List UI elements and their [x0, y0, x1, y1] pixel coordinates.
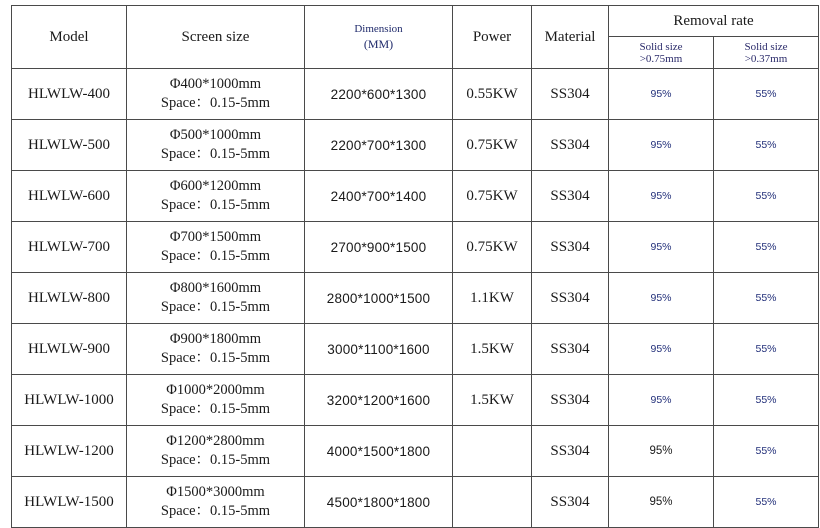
screen-space-value: Space：0.15-5mm	[160, 503, 271, 519]
cell-model: HLWLW-600	[12, 171, 127, 222]
cell-model: HLWLW-1200	[12, 426, 127, 477]
table-row	[12, 120, 819, 171]
cell-screen-size	[127, 69, 305, 120]
cell-screen-size	[127, 477, 305, 528]
cell-removal-rate-b: 55%	[714, 477, 819, 528]
screen-space-value: Space：0.15-5mm	[160, 401, 271, 417]
cell-dimension: 3200*1200*1600	[305, 375, 453, 426]
header-dimension	[305, 6, 453, 69]
cell-model: HLWLW-1500	[12, 477, 127, 528]
screen-space-value: Space：0.15-5mm	[160, 299, 271, 315]
table-body	[12, 69, 819, 528]
cell-power: 1.1KW	[453, 273, 532, 324]
cell-material: SS304	[532, 273, 609, 324]
cell-material: SS304	[532, 69, 609, 120]
cell-power: 0.75KW	[453, 171, 532, 222]
screen-size-value: Φ1200*2800mm	[166, 433, 265, 449]
cell-screen-size	[127, 273, 305, 324]
cell-power: 0.75KW	[453, 120, 532, 171]
table-row	[12, 375, 819, 426]
header-solid-size-a-value: >0.75mm	[639, 52, 683, 65]
cell-removal-rate-a: 95%	[609, 171, 714, 222]
cell-removal-rate-b: 55%	[714, 171, 819, 222]
cell-removal-rate-a: 95%	[609, 477, 714, 528]
cell-removal-rate-b: 55%	[714, 375, 819, 426]
cell-screen-size	[127, 222, 305, 273]
cell-screen-size	[127, 375, 305, 426]
cell-model: HLWLW-500	[12, 120, 127, 171]
cell-removal-rate-a: 95%	[609, 69, 714, 120]
header-model: Model	[12, 6, 127, 69]
screen-size-value: Φ400*1000mm	[169, 76, 262, 92]
screen-size-value: Φ1500*3000mm	[166, 484, 265, 500]
screen-space-value: Space：0.15-5mm	[160, 146, 271, 162]
cell-model: HLWLW-900	[12, 324, 127, 375]
screen-space-value: Space：0.15-5mm	[160, 350, 271, 366]
header-removal-rate: Removal rate	[609, 6, 819, 37]
cell-dimension: 2800*1000*1500	[305, 273, 453, 324]
cell-removal-rate-b: 55%	[714, 69, 819, 120]
header-material: Material	[532, 6, 609, 69]
screen-space-value: Space：0.15-5mm	[160, 452, 271, 468]
cell-model: HLWLW-400	[12, 69, 127, 120]
cell-power: 1.5KW	[453, 375, 532, 426]
header-solid-size-a-label: Solid size	[639, 40, 683, 53]
cell-screen-size	[127, 171, 305, 222]
screen-space-value: Space：0.15-5mm	[160, 248, 271, 264]
cell-model: HLWLW-700	[12, 222, 127, 273]
spec-table	[11, 5, 819, 528]
header-power: Power	[453, 6, 532, 69]
cell-removal-rate-a: 95%	[609, 375, 714, 426]
cell-dimension: 4000*1500*1800	[305, 426, 453, 477]
header-screen-size: Screen size	[127, 6, 305, 69]
table-row	[12, 324, 819, 375]
table-row	[12, 222, 819, 273]
cell-material: SS304	[532, 120, 609, 171]
header-dimension-unit: (MM)	[363, 37, 394, 51]
cell-removal-rate-b: 55%	[714, 426, 819, 477]
cell-power	[453, 477, 532, 528]
cell-removal-rate-b: 55%	[714, 120, 819, 171]
cell-material: SS304	[532, 375, 609, 426]
cell-power: 1.5KW	[453, 324, 532, 375]
cell-material: SS304	[532, 426, 609, 477]
cell-removal-rate-a: 95%	[609, 222, 714, 273]
cell-dimension: 3000*1100*1600	[305, 324, 453, 375]
screen-size-value: Φ600*1200mm	[169, 178, 262, 194]
cell-dimension: 2200*700*1300	[305, 120, 453, 171]
cell-material: SS304	[532, 222, 609, 273]
screen-size-value: Φ800*1600mm	[169, 280, 262, 296]
cell-power	[453, 426, 532, 477]
cell-removal-rate-b: 55%	[714, 222, 819, 273]
header-solid-size-b	[714, 37, 819, 69]
screen-space-value: Space：0.15-5mm	[160, 197, 271, 213]
cell-removal-rate-a: 95%	[609, 273, 714, 324]
cell-dimension: 4500*1800*1800	[305, 477, 453, 528]
screen-size-value: Φ700*1500mm	[169, 229, 262, 245]
cell-dimension: 2200*600*1300	[305, 69, 453, 120]
header-solid-size-b-label: Solid size	[744, 40, 788, 53]
cell-screen-size	[127, 426, 305, 477]
cell-removal-rate-a: 95%	[609, 324, 714, 375]
cell-power: 0.75KW	[453, 222, 532, 273]
table-row	[12, 426, 819, 477]
screen-size-value: Φ900*1800mm	[169, 331, 262, 347]
table-row	[12, 69, 819, 120]
cell-dimension: 2400*700*1400	[305, 171, 453, 222]
cell-removal-rate-a: 95%	[609, 426, 714, 477]
table-header	[12, 6, 819, 69]
cell-dimension: 2700*900*1500	[305, 222, 453, 273]
cell-material: SS304	[532, 477, 609, 528]
table-row	[12, 171, 819, 222]
table-row	[12, 477, 819, 528]
table-row	[12, 273, 819, 324]
cell-removal-rate-b: 55%	[714, 273, 819, 324]
cell-power: 0.55KW	[453, 69, 532, 120]
screen-space-value: Space：0.15-5mm	[160, 95, 271, 111]
cell-removal-rate-b: 55%	[714, 324, 819, 375]
screen-size-value: Φ1000*2000mm	[166, 382, 265, 398]
cell-model: HLWLW-1000	[12, 375, 127, 426]
header-solid-size-a	[609, 37, 714, 69]
cell-screen-size	[127, 120, 305, 171]
cell-material: SS304	[532, 324, 609, 375]
header-solid-size-b-value: >0.37mm	[744, 52, 788, 65]
header-dimension-label: Dimension	[354, 23, 403, 35]
screen-size-value: Φ500*1000mm	[169, 127, 262, 143]
cell-material: SS304	[532, 171, 609, 222]
cell-removal-rate-a: 95%	[609, 120, 714, 171]
cell-model: HLWLW-800	[12, 273, 127, 324]
cell-screen-size	[127, 324, 305, 375]
